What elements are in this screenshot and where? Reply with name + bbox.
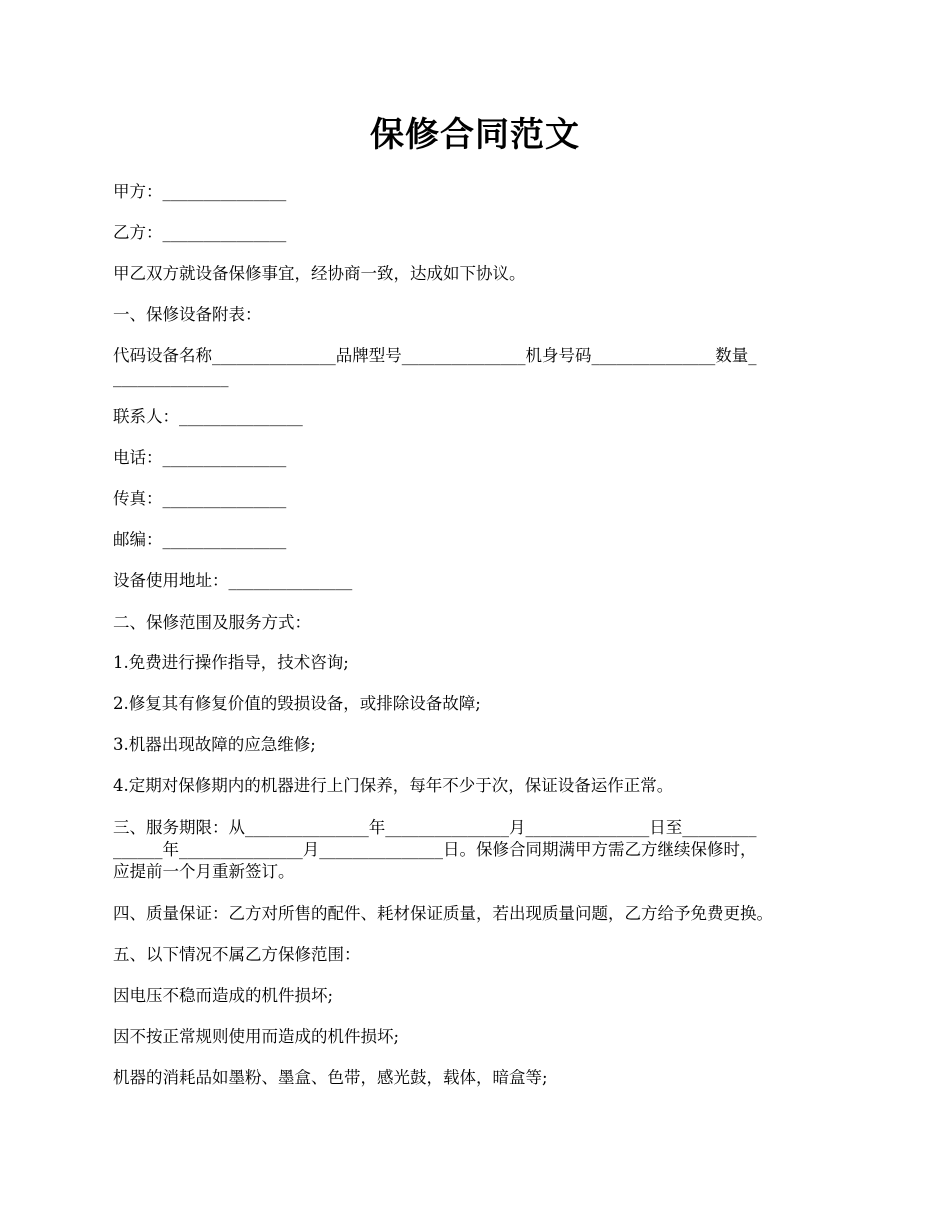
document-title: 保修合同范文 <box>370 115 580 155</box>
phone-line: 电话：_______________ <box>113 448 287 467</box>
party-b-line: 乙方：_______________ <box>113 223 287 242</box>
equipment-fields-line: 代码设备名称_______________品牌型号_______________机身号码_______________数量_ ______________ <box>113 346 757 387</box>
party-a-line: 甲方：_______________ <box>113 182 287 201</box>
section-2-heading: 二、保修范围及服务方式： <box>113 613 311 632</box>
section-5-heading: 五、以下情况不属乙方保修范围： <box>113 945 361 964</box>
section-4-quality-guarantee: 四、质量保证：乙方对所售的配件、耗材保证质量，若出现质量问题，乙方给予免费更换。 <box>113 904 773 923</box>
exclusion-item-1: 因电压不稳而造成的机件损坏; <box>113 986 334 1005</box>
section-3-service-period: 三、服务期限：从_______________年_______________月_______________日至_________ ______年_______________月_______________日。保修合同期满甲方需乙方继续保修时， 应提前一个月重新签订。 <box>113 818 757 881</box>
fax-line: 传真：_______________ <box>113 489 287 508</box>
postcode-line: 邮编：_______________ <box>113 530 287 549</box>
service-item-1: 1.免费进行操作指导，技术咨询; <box>113 653 349 672</box>
equipment-address-line: 设备使用地址：_______________ <box>113 571 353 590</box>
exclusion-item-2: 因不按正常规则使用而造成的机件损坏; <box>113 1027 400 1046</box>
exclusion-item-3: 机器的消耗品如墨粉、墨盒、色带，感光鼓，载体，暗盒等; <box>113 1068 548 1087</box>
section-1-heading: 一、保修设备附表： <box>113 305 262 324</box>
agreement-intro: 甲乙双方就设备保修事宜，经协商一致，达成如下协议。 <box>113 264 526 283</box>
service-item-3: 3.机器出现故障的应急维修; <box>113 735 316 754</box>
service-item-4: 4.定期对保修期内的机器进行上门保养，每年不少于次，保证设备运作正常。 <box>113 776 674 795</box>
contact-person-line: 联系人：_______________ <box>113 407 303 426</box>
service-item-2: 2.修复其有修复价值的毁损设备，或排除设备故障; <box>113 694 481 713</box>
